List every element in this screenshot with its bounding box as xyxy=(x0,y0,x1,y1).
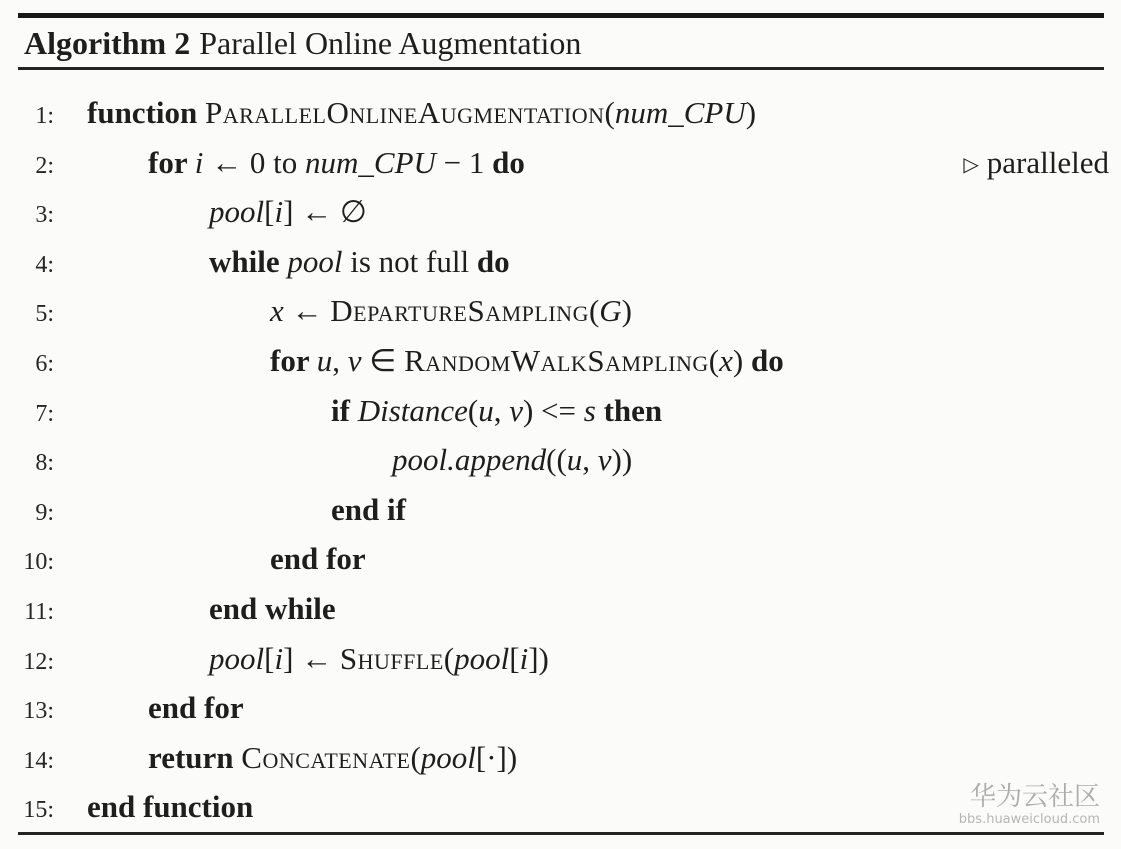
code-text: pool.append((u, v)) xyxy=(392,442,633,478)
code-text: if Distance(u, v) <= s then xyxy=(331,392,663,428)
code-text: pool[i] ← ∅ xyxy=(209,194,367,230)
line-number: 6: xyxy=(35,350,54,377)
algorithm-line xyxy=(0,435,1121,485)
line-comment xyxy=(963,138,1109,193)
code-text: end if xyxy=(331,491,406,527)
algorithm-body xyxy=(0,88,1121,832)
code-text: return Concatenate(pool[·]) xyxy=(148,739,518,775)
algorithm-line xyxy=(0,187,1121,237)
code-text: pool[i] ← Shuffle(pool[i]) xyxy=(209,640,549,676)
line-number: 11: xyxy=(24,598,54,625)
line-number: 10: xyxy=(23,549,54,576)
algorithm-line xyxy=(0,782,1121,832)
algorithm-line xyxy=(0,237,1121,287)
algorithm-line xyxy=(0,386,1121,436)
line-number: 3: xyxy=(35,202,54,229)
line-number: 9: xyxy=(35,499,54,526)
top-rule xyxy=(18,13,1104,18)
code-text: end for xyxy=(270,541,366,577)
algorithm-label: Algorithm 2 xyxy=(24,25,191,61)
header-divider-rule xyxy=(18,67,1104,70)
code-text: for i ← 0 to num_CPU − 1 do xyxy=(148,144,525,180)
watermark-brand: 华为云社区 xyxy=(969,782,1100,812)
algorithm-line xyxy=(0,733,1121,783)
algorithm-line xyxy=(0,584,1121,634)
watermark xyxy=(959,782,1100,828)
algorithm-line xyxy=(0,485,1121,535)
algorithm-line xyxy=(0,336,1121,386)
line-number: 2: xyxy=(35,152,54,179)
line-number: 7: xyxy=(35,400,54,427)
comment-text: paralleled xyxy=(986,144,1109,180)
watermark-site: bbs.huaweicloud.com xyxy=(958,812,1100,827)
algorithm-line xyxy=(0,534,1121,584)
code-text: function ParallelOnlineAugmentation(num_CPU) xyxy=(87,95,757,130)
line-number: 14: xyxy=(23,747,54,774)
code-text: end function xyxy=(87,789,254,825)
code-text: x ← DepartureSampling(G) xyxy=(270,293,632,329)
line-number: 13: xyxy=(23,698,54,725)
line-number: 8: xyxy=(35,450,54,477)
code-text: end for xyxy=(148,690,244,726)
line-number: 15: xyxy=(23,797,54,824)
comment-triangle-icon: ▷ xyxy=(963,153,979,176)
algorithm-line xyxy=(0,286,1121,336)
code-text: end while xyxy=(209,590,336,626)
algorithm-title: Parallel Online Augmentation xyxy=(199,25,582,61)
line-number: 12: xyxy=(23,648,54,675)
algorithm-line xyxy=(0,683,1121,733)
algorithm-line xyxy=(0,634,1121,684)
line-number: 4: xyxy=(35,251,54,278)
code-text: for u, v ∈ RandomWalkSampling(x) do xyxy=(270,342,784,378)
algorithm-line xyxy=(0,88,1121,138)
code-text: while pool is not full do xyxy=(209,243,510,279)
algorithm-header xyxy=(24,24,581,62)
bottom-rule xyxy=(18,832,1104,835)
line-number: 1: xyxy=(35,103,54,129)
algorithm-line xyxy=(0,138,1121,188)
line-number: 5: xyxy=(35,301,54,328)
